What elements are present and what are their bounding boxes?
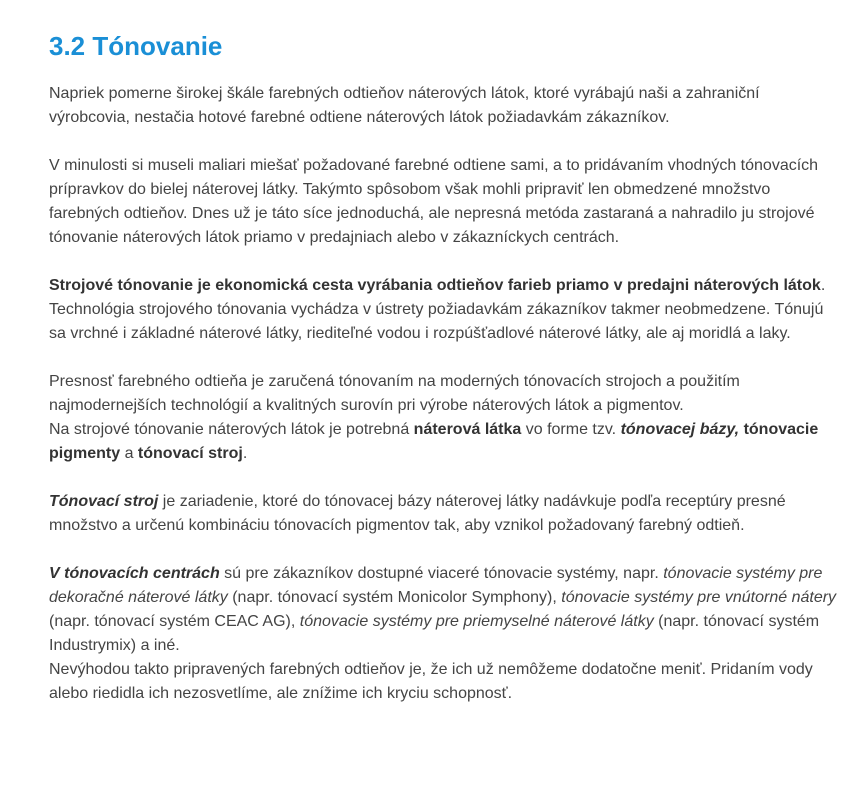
term-machine: Tónovací stroj <box>49 493 159 510</box>
precision-text: Presnosť farebného odtieňa je zaručená tónovaním na moderných tónovacích strojoch a použitím najmodernejších technológií a kvalitných surovín pri výrobe náterových látok a pigmentov. <box>49 373 740 414</box>
system-decorative: tónovacie systémy pre dekoračné náterové látky <box>49 565 823 606</box>
system-industrial: tónovacie systémy pre priemyselné náterové látky <box>299 613 654 630</box>
term-coating: náterová látka <box>413 421 522 438</box>
centers-text-3: (napr. tónovací systém CEAC AG), <box>49 613 300 630</box>
term-tinting-base: tónovacej bázy, <box>620 421 740 438</box>
machine-tinting-details: Technológia strojového tónovania vychádza v ústrety požiadavkám zákazníkov takmer neobmedzene. Tónujú sa vrchné i základné náterové látky, riediteľné vodou i rozpúšťadlové náterové látky, ale aj moridlá a laky. <box>49 301 824 342</box>
end-dot: . <box>242 445 248 462</box>
term-tinting-pigments: tónovacie pigmenty <box>49 421 819 462</box>
term-tinting-machine: tónovací stroj <box>137 445 243 462</box>
paragraph-intro: Napriek pomerne širokej škále farebných odtieňov náterových látok, ktoré vyrábajú naši a zahraniční výrobcovia, nestačia hotové farebné odtiene náterových látok požiadavkám zákazníkov. <box>49 85 760 126</box>
centers-text-4: (napr. tónovací systém Industrymix) a iné. <box>49 613 820 654</box>
disadvantage-text: Nevýhodou takto pripravených farebných odtieňov je, že ich už nemôžeme dodatočne meniť. Pridaním vody alebo riedidla ich nezosvetlíme, ale znížime ich kryciu schopnosť. <box>49 661 813 702</box>
centers-text-2: (napr. tónovací systém Monicolor Symphony), <box>227 589 562 606</box>
paragraph-centers <box>49 562 839 706</box>
paragraph-machine-tinting <box>49 274 839 346</box>
term-centers: V tónovacích centrách <box>49 565 220 582</box>
machine-tinting-definition: Strojové tónovanie je ekonomická cesta vyrábania odtieňov farieb priamo v predajni náterových látok <box>49 277 821 294</box>
machine-description: je zariadenie, ktoré do tónovacej bázy náterovej látky nadávkuje podľa receptúry presné množstvo a určenú kombináciu tónovacích pigmentov tak, aby vznikol požadovaný farebný odtieň. <box>49 493 786 534</box>
paragraph-precision <box>49 370 839 466</box>
paragraph-machine <box>49 490 839 538</box>
requirements-text: Na strojové tónovanie náterových látok je potrebná <box>49 421 414 438</box>
paragraph-history: V minulosti si museli maliari miešať požadované farebné odtiene sami, a to pridávaním vhodných tónovacích prípravkov do bielej náterovej látky. Takýmto spôsobom však mohli pripraviť len obmedzené množstvo farebných odtieňov. Dnes už je táto síce jednoduchá, ale nepresná metóda zastaraná a nahradilo ju strojové tónovanie náterových látok priamo v predajniach alebo v zákazníckych centrách. <box>49 157 819 246</box>
centers-text: sú pre zákazníkov dostupné viaceré tónovacie systémy, napr. <box>219 565 664 582</box>
requirements-text-2: vo forme tzv. <box>521 421 621 438</box>
section-heading: 3.2 Tónovanie <box>49 31 223 61</box>
definition-dot: . <box>820 277 826 294</box>
article <box>49 28 839 730</box>
system-interior: tónovacie systémy pre vnútorné nátery <box>561 589 837 606</box>
conjunction-text: a <box>120 445 138 462</box>
